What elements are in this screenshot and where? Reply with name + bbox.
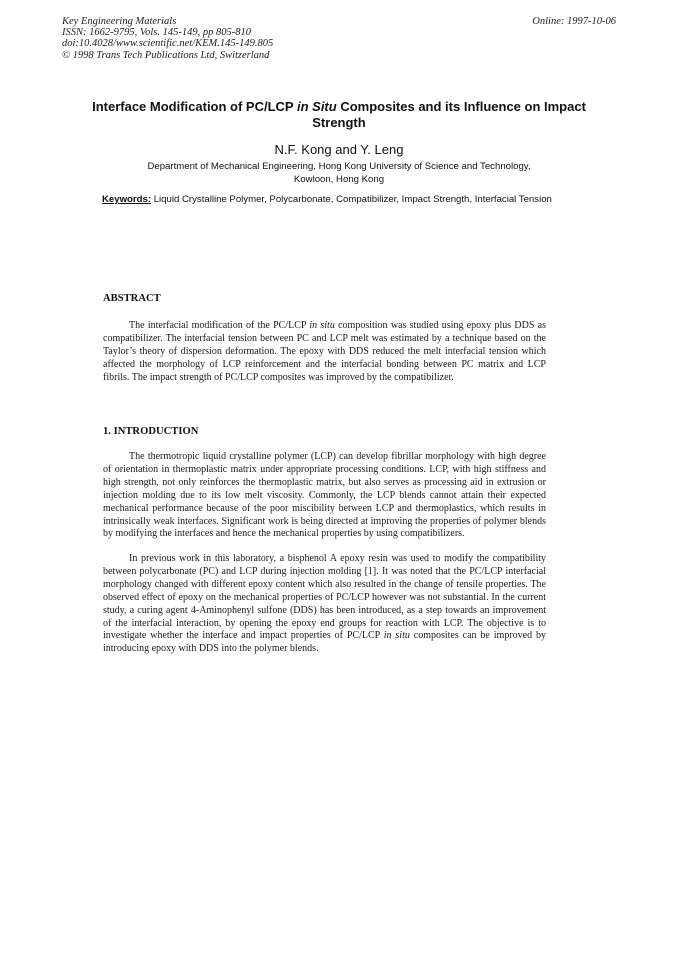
intro-p2-italic: in situ (383, 630, 410, 642)
journal-name: Key Engineering Materials (62, 16, 177, 27)
abstract-paragraph (103, 320, 546, 385)
paper-title (90, 99, 588, 131)
online-date: Online: 1997-10-06 (532, 16, 616, 27)
abstract-text-2: composition was studied using epoxy plus DDS as compatibilizer. The interfacial tension between PC and LCP melt was estimated by a technique based on the Taylor’s theory of dispersion deformation. The epoxy with DDS reduced the melt interfacial tension which affected the morphology of LCP reinforcement and the interfacial bonding between PC matrix and LCP fibrils. The impact strength of PC/LCP composites was improved by the compatibilizer. (103, 320, 546, 383)
affiliation-line-1: Department of Mechanical Engineering, Hong Kong University of Science and Technology, (147, 161, 531, 172)
title-part-1: Interface Modification of PC/LCP (92, 99, 297, 114)
abstract-text-1: The interfacial modification of the PC/LCP (129, 320, 310, 331)
intro-p2-text-1: In previous work in this laboratory, a bisphenol A epoxy resin was used to modify the compatibility between polycarbonate (PC) and LCP during injection molding [1]. It was noted that the PC/LCP interfacial morphology changed with different epoxy content which also resulted in the change of tensile properties. The observed effect of epoxy on the mechanical properties of PC/LCP however was not substantial. In the current study, a curing agent 4-Aminophenyl sulfone (DDS) has been introduced, as a step towards an improvement of the interfacial interaction, by opening the epoxy end groups for reaction with LCP. The objective is to investigate whether the interface and impact properties of PC/LCP (103, 553, 546, 642)
keywords-text: Liquid Crystalline Polymer, Polycarbonate, Compatibilizer, Impact Strength, Interfacial Tension (151, 194, 552, 205)
introduction-heading: 1. INTRODUCTION (103, 426, 199, 437)
affiliation (100, 161, 578, 186)
title-part-2: Composites and its Influence on Impact Strength (312, 99, 586, 130)
abstract-italic: in situ (309, 320, 335, 331)
abstract-heading: ABSTRACT (103, 293, 161, 304)
introduction-paragraph-1: The thermotropic liquid crystalline polymer (LCP) can develop fibrillar morphology with high degree of orientation in thermoplastic matrix under appropriate processing conditions. LCP, with high stiffness and high strength, not only reinforces the thermoplastic matrix, but also serves as processing aid in extrusion or injection molding due to its low melt viscosity. Commonly, the LCP blends cannot attain their expected mechanical performance because of the poor miscibility between LCP and thermoplastics, which results in intrinsically weak interfaces. Significant work is being directed at improving the properties of polymer blends by modifying the interfaces and hence the mechanical properties by using compatibilizers. (103, 451, 546, 540)
title-italic: in Situ (296, 99, 337, 114)
intro-p2-text-2: composites can be improved by introducing epoxy with DDS into the polymer blends. (103, 630, 546, 655)
journal-header (62, 16, 273, 61)
doi-line: doi:10.4028/www.scientific.net/KEM.145-149.805 (62, 38, 274, 50)
keywords (102, 194, 556, 206)
affiliation-line-2: Kowloon, Hong Kong (293, 173, 385, 185)
introduction-paragraph-2 (103, 553, 546, 656)
keywords-label: Keywords: (102, 194, 152, 205)
issn-line: ISSN: 1662-9795, Vols. 145-149, pp 805-810 (62, 27, 251, 39)
authors: N.F. Kong and Y. Leng (274, 142, 404, 157)
copyright-line: © 1998 Trans Tech Publications Ltd, Switzerland (62, 49, 270, 61)
